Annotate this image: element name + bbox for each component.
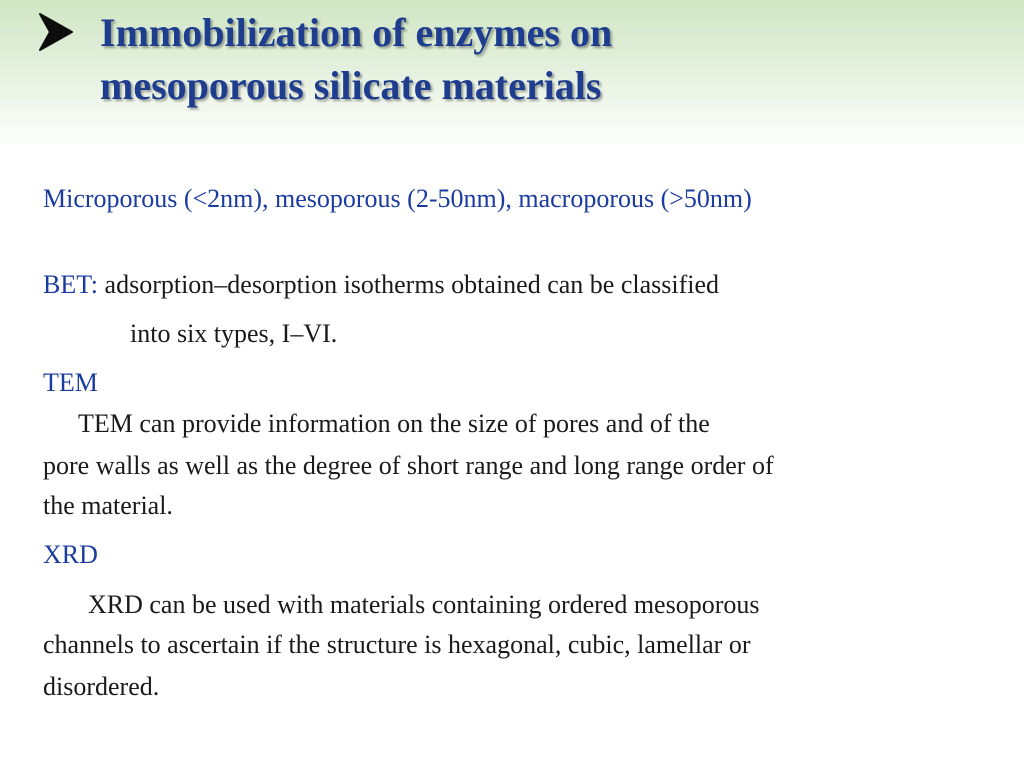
- pore-size-classification: Microporous (<2nm), mesoporous (2-50nm), macroporous (>50nm): [43, 184, 752, 213]
- slide-title: [100, 6, 612, 112]
- tem-heading: TEM: [43, 368, 98, 397]
- xrd-heading: XRD: [43, 540, 98, 569]
- xrd-text-2: channels to ascertain if the structure is hexagonal, cubic, lamellar or: [43, 630, 751, 659]
- tem-text-1: TEM can provide information on the size of pores and of the: [78, 409, 710, 438]
- bet-text-1: adsorption–desorption isotherms obtained can be classified: [104, 270, 720, 299]
- tem-text-3: the material.: [43, 491, 173, 520]
- bet-label: BET:: [43, 270, 99, 299]
- bet-paragraph-line-1: [43, 270, 719, 300]
- slide-title-line-1: Immobilization of enzymes on: [100, 10, 613, 55]
- slide-title-line-2: mesoporous silicate materials: [100, 63, 602, 108]
- tem-text-2: pore walls as well as the degree of short range and long range order of: [43, 451, 774, 480]
- bet-text-2: into six types, I–VI.: [130, 319, 338, 348]
- arrowhead-bullet-icon: [36, 10, 76, 54]
- xrd-text-3: disordered.: [43, 672, 160, 701]
- xrd-text-1: XRD can be used with materials containing ordered mesoporous: [88, 590, 760, 619]
